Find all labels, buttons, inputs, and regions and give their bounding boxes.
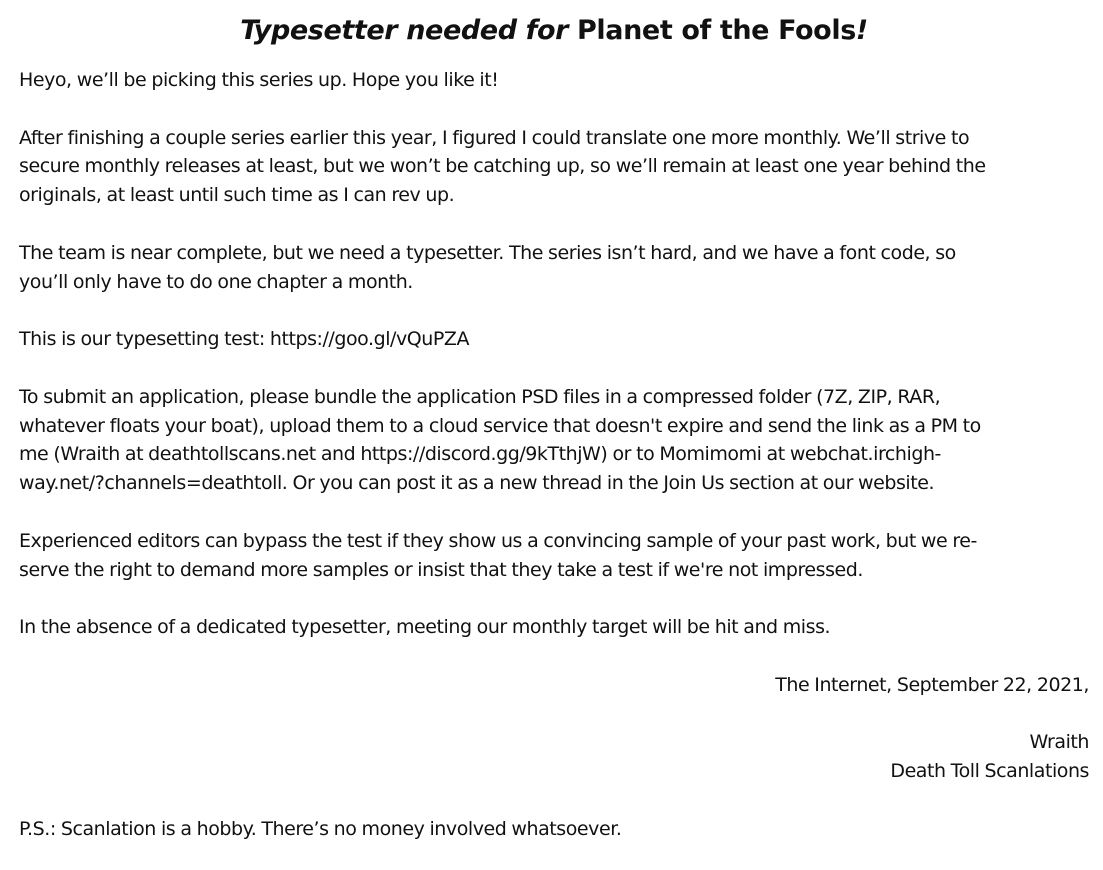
- paragraph-gap: [19, 296, 1089, 325]
- place-date-line: The Internet, September 22, 2021,: [775, 673, 1089, 696]
- paragraph-plans: [19, 124, 1089, 210]
- text-line: This is our typesetting test: https://goo.gl/vQuPZA: [19, 328, 470, 351]
- paragraph-gap: [19, 700, 1089, 729]
- paragraph-team: [19, 239, 1089, 297]
- paragraph-gap: [19, 210, 1089, 239]
- closing-place-date: [19, 671, 1089, 700]
- paragraph-gap: [19, 642, 1089, 671]
- paragraph-gap: [19, 498, 1089, 527]
- title-exclamation: !: [855, 15, 868, 46]
- paragraph-gap: [19, 95, 1089, 124]
- text-line: me (Wraith at deathtollscans.net and https://discord.gg/9kTthjW) or to Momimomi at webchat.irchigh-: [19, 443, 941, 466]
- text-line: secure monthly releases at least, but we won’t be catching up, so we’ll remain at least one year behind the: [19, 155, 986, 178]
- postscript: [19, 815, 1089, 844]
- paragraph-target: [19, 613, 1089, 642]
- text-line: Experienced editors can bypass the test if they show us a convincing sample of your past work, but we re-: [19, 529, 977, 552]
- paragraph-gap: [19, 354, 1089, 383]
- signature-name: Wraith: [1029, 731, 1089, 754]
- text-line: To submit an application, please bundle the application PSD files in a compressed folder (7Z, ZIP, RAR,: [19, 385, 941, 408]
- text-line: whatever floats your boat), upload them to a cloud service that doesn't expire and send the link as a PM to: [19, 414, 981, 437]
- paragraph-gap: [19, 584, 1089, 613]
- text-line: way.net/?channels=deathtoll. Or you can post it as a new thread in the Join Us section at our website.: [19, 472, 935, 495]
- text-line: originals, at least until such time as I can rev up.: [19, 184, 455, 207]
- paragraph-application: [19, 383, 1089, 498]
- paragraph-test-link: [19, 325, 1089, 354]
- text-line: you’ll only have to do one chapter a month.: [19, 270, 413, 293]
- text-line: Heyo, we’ll be picking this series up. Hope you like it!: [19, 69, 499, 91]
- text-line: serve the right to demand more samples or insist that they take a test if we're not impressed.: [19, 558, 863, 581]
- signature-group: Death Toll Scanlations: [890, 760, 1089, 783]
- title-series-name: Planet of the Fools: [577, 15, 856, 46]
- paragraph-experienced: [19, 527, 1089, 585]
- signature-block: [19, 728, 1089, 786]
- text-line: After finishing a couple series earlier this year, I figured I could translate one more monthly. We’ll strive to: [19, 126, 970, 149]
- page-title: [19, 10, 1089, 52]
- text-line: In the absence of a dedicated typesetter, meeting our monthly target will be hit and miss.: [19, 616, 831, 639]
- paragraph-intro: [19, 66, 1089, 95]
- postscript-line: P.S.: Scanlation is a hobby. There’s no money involved whatsoever.: [19, 817, 622, 840]
- paragraph-gap: [19, 786, 1089, 815]
- text-line: The team is near complete, but we need a typesetter. The series isn’t hard, and we have a font code, so: [19, 241, 956, 264]
- title-italic-part: Typesetter needed for: [240, 15, 569, 46]
